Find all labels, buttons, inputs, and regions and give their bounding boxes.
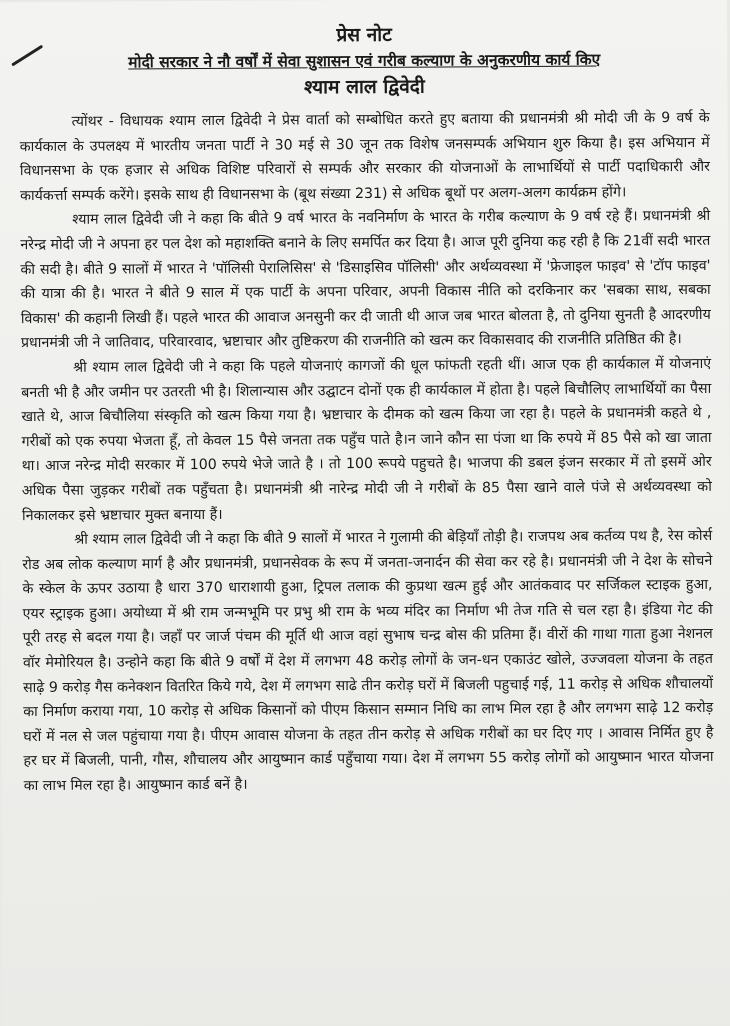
author-name: श्याम लाल द्विवेदी xyxy=(303,75,425,99)
document-body xyxy=(20,106,714,799)
document-header xyxy=(19,20,709,102)
paragraph-1: त्योंथर - विधायक श्याम लाल द्विवेदी ने प्रेस वार्ता को सम्बोधित करते हुए बताया की प्रधानमंत्री श्री मोदी जी के 9 वर्ष के कार्यकाल के उपलक्ष्य में भारतीय जनता पार्टी ने 30 मई से 30 जून तक विशेष जनसम्पर्क अभियान शुरु किया है। इस अभियान में विधानसभा के एक हजार से अधिक विशिष्ट परिवारों से सम्पर्क और सरकार की योजनाओं के लाभार्थियों से पार्टी पदाधिकारी और कार्यकर्त्ता सम्पर्क करेंगे। इसके साथ ही विधानसभा के (बूथ संख्या 231) से अधिक बूथों पर अलग-अलग कार्यक्रम होंगे। xyxy=(19,109,710,204)
paragraph-2: श्याम लाल द्विवेदी जी ने कहा कि बीते 9 वर्ष भारत के नवनिर्माण के भारत के गरीब कल्याण के 9 वर्ष रहे हैं। प्रधानमंत्री श्री नरेन्द्र मोदी जी ने अपना हर पल देश को महाशक्ति बनाने के लिए समर्पित कर दिया है। आज पूरी दुनिया कह रही है कि 21वीं सदी भारत की सदी है। बीते 9 सालों में भारत ने 'पॉलिसी पेरालिसिस' से 'डिसाइसिव पॉलिसी' और अर्थव्यवस्था में 'फ्रेजाइल फाइव' से 'टॉप फाइव' की यात्रा की है। भारत ने बीते 9 साल में एक पार्टी के अपना परिवार, अपनी विकास नीति को दरकिनार कर 'सबका साथ, सबका विकास' की कहानी लिखी हैं। पहले भारत की आवाज अनसुनी कर दी जाती थी आज जब भारत बोलता है, तो दुनिया सुनती है आदरणीय प्रधानमंत्री जी ने जातिवाद, परिवारवाद, भ्रष्टाचार और तुष्टिकरण की राजनीति को खत्म कर विकासवाद की राजनीति प्रतिष्ठित की है। xyxy=(20,208,711,352)
paragraph-4: श्री श्याम लाल द्विवेदी जी ने कहा कि बीते 9 सालों में भारत ने गुलामी की बेड़ियाँ तोड़ी है। राजपथ अब कर्तव्य पथ है, रेस कोर्स रोड अब लोक कल्याण मार्ग है और प्रधानमंत्री, प्रधानसेवक के रूप में जनता-जनार्दन की सेवा कर रहे है। प्रधानमंत्री जी ने देश के सोचने के स्केल के ऊपर उठाया है धारा 370 धाराशायी हुआ, ट्रिपल तलाक की कुप्रथा खत्म हुई और आतंकवाद पर सर्जिकल स्टाइक हुआ, एयर स्ट्राइक हुआ। अयोध्या में श्री राम जन्मभूमि पर प्रभु श्री राम के भव्य मंदिर का निर्माण भी तेज गति से चल रहा है। इंडिया गेट की पूरी तरह से बदल गया है। जहाँ पर जार्ज पंचम की मूर्ति थी आज वहां सुभाष चन्द्र बोस की प्रतिमा हैं। वीरों की गाथा गाता हुआ नेशनल वॉर मेमोरियल है। उन्होने कहा कि बीते 9 वर्षों में देश में लगभग 48 करोड़ लोगों के जन-धन एकाउंट खोले, उज्जवला योजना के तहत साढ़े 9 करोड़ गैस कनेक्शन वितरित किये गये, देश में लगभग साढे तीन करोड़ घरों में बिजली पहुचाई गई, 11 करोड़ से अधिक शौचालयों का निर्माण कराया गया, 10 करोड़ से अधिक किसानों को पीएम किसान सम्मान निधि का लाभ मिल रहा है और लगभग साढ़े 12 करोड़ घरों में नल से जल पहुंचाया गया है। पीएम आवास योजना के तहत तीन करोड़ से अधिक गरीबों का घर दिए गए । आवास निर्मित हुए है हर घर में बिजली, पानी, गौस, शौचालय और आयुष्मान कार्ड पहुँचाया गया। देश में लगभग 55 करोड़ लोगों को आयुष्मान भारत योजना का लाभ मिल रहा है। आयुष्मान कार्ड बनें है। xyxy=(22,527,714,795)
paragraph-3: श्री श्याम लाल द्विवेदी जी ने कहा कि पहले योजनाएं कागजों की धूल फांफती रहती थीं। आज एक ही कार्यकाल में योजनाएं बनती भी है और जमीन पर उतरती भी है। शिलान्यास और उद्घाटन दोनों एक ही कार्यकाल में होता है। पहले बिचौलिए लाभार्थियों का पैसा खाते थे, आज बिचौलिया संस्कृति को खत्म किया गया है। भ्रष्टाचार के दीमक को खत्म किया जा रहा है। पहले के प्रधानमंत्री कहते थे , गरीबों को एक रुपया भेजता हूँ, तो केवल 15 पैसे जनता तक पहुँच पाते है।न जाने कौन सा पंजा था कि रुपये में 85 पैसे को खा जाता था। आज नरेन्द्र मोदी सरकार में 100 रुपये भेजे जाते है । तो 100 रूपये पहुचते है। भाजपा की डबल इंजन सरकार में तो इसमें ओर अधिक पैसा जुड़कर गरीबों तक पहुँचता है। प्रधानमंत्री श्री नारेन्द्र मोदी जी ने गरीबों के 85 पैसा खाने वाले पंजे से अर्थव्यवस्था को निकालकर इसे भ्रष्टाचार मुक्त बनाया हैं। xyxy=(21,355,712,524)
document-title: प्रेस नोट xyxy=(336,23,392,47)
document-subtitle: मोदी सरकार ने नौ वर्षों में सेवा सुशासन एवं गरीब कल्याण के अनुकरणीय कार्य किए xyxy=(128,50,601,72)
